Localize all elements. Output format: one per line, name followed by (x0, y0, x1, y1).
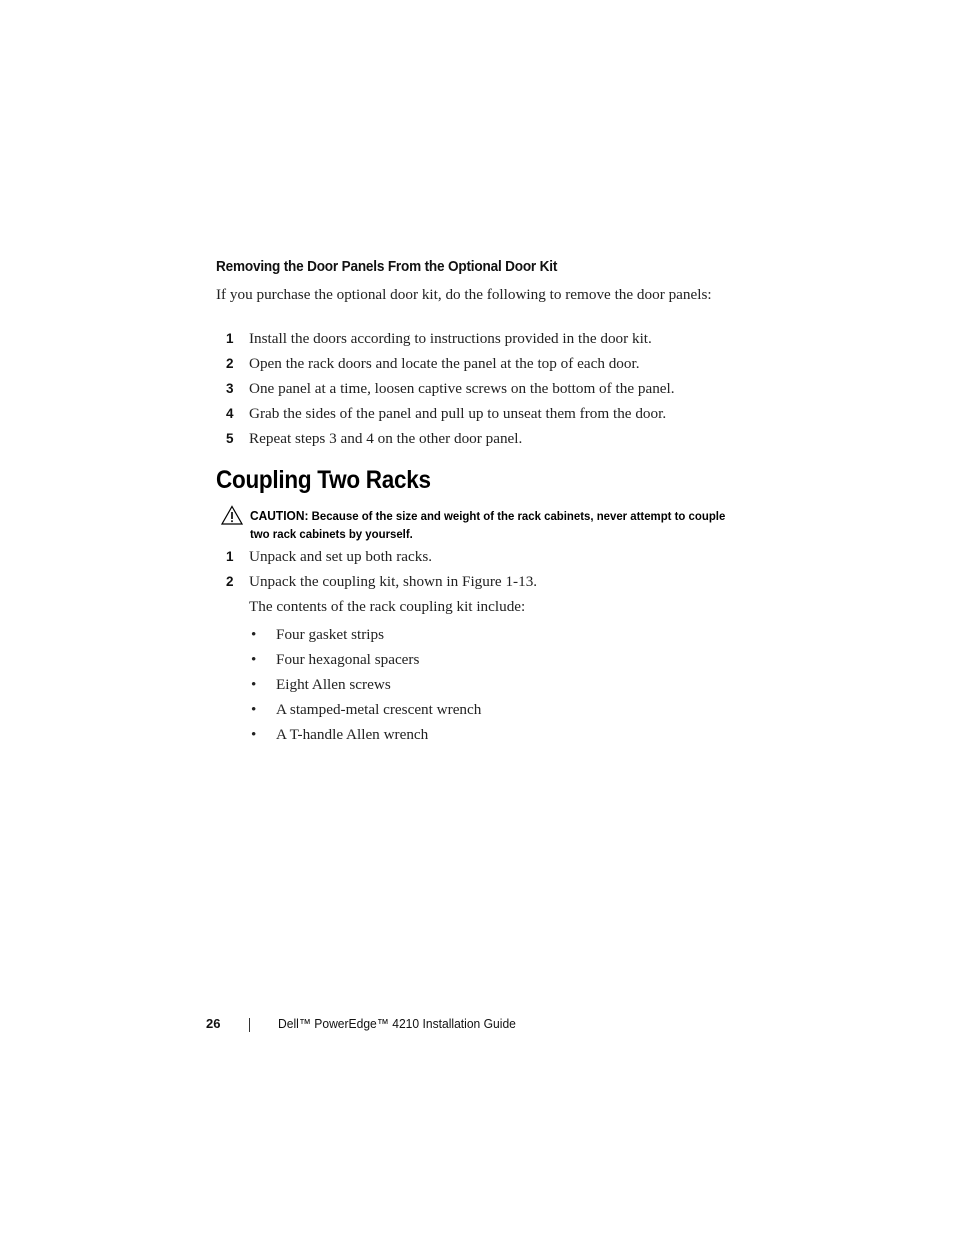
bullet-icon: • (251, 726, 257, 743)
subsection-heading: Removing the Door Panels From the Optional Door Kit (216, 259, 558, 275)
intro-paragraph: If you purchase the optional door kit, do the following to remove the door panels: (216, 286, 712, 303)
warning-triangle-icon (221, 505, 243, 525)
step-text: Unpack and set up both racks. (249, 548, 433, 565)
step-text: Install the doors according to instructions provided in the door kit. (249, 330, 652, 347)
step-text: One panel at a time, loosen captive screws on the bottom of the panel. (249, 380, 675, 397)
kit-item-text: A T-handle Allen wrench (276, 726, 429, 743)
step-number: 1 (226, 549, 234, 564)
section-title: Coupling Two Racks (216, 466, 431, 494)
kit-item-text: A stamped-metal crescent wrench (276, 701, 482, 718)
caution-label: CAUTION: (250, 508, 309, 523)
step-number: 1 (226, 331, 234, 346)
step-number: 4 (226, 406, 234, 421)
step-text: Grab the sides of the panel and pull up to unseat them from the door. (249, 405, 667, 422)
caution-note (250, 507, 728, 543)
step-text: Unpack the coupling kit, shown in Figure 1-13. (249, 573, 538, 590)
step-number: 2 (226, 356, 234, 371)
step-number: 3 (226, 381, 234, 396)
kit-item-text: Four gasket strips (276, 626, 384, 643)
bullet-icon: • (251, 676, 257, 693)
kit-item-text: Eight Allen screws (276, 676, 391, 693)
step-text: Open the rack doors and locate the panel at the top of each door. (249, 355, 640, 372)
page-number: 26 (206, 1016, 221, 1031)
step-text: Repeat steps 3 and 4 on the other door panel. (249, 430, 523, 447)
caution-text: Because of the size and weight of the rack cabinets, never attempt to couple two rack cabinets by yourself. (250, 509, 726, 541)
bullet-icon: • (251, 651, 257, 668)
footer-divider (249, 1018, 250, 1032)
kit-item-text: Four hexagonal spacers (276, 651, 420, 668)
step-number: 5 (226, 431, 234, 446)
bullet-icon: • (251, 626, 257, 643)
bullet-icon: • (251, 701, 257, 718)
step-number: 2 (226, 574, 234, 589)
footer-document-title: Dell™ PowerEdge™ 4210 Installation Guide (278, 1016, 516, 1031)
kit-contents-intro: The contents of the rack coupling kit include: (249, 598, 526, 615)
